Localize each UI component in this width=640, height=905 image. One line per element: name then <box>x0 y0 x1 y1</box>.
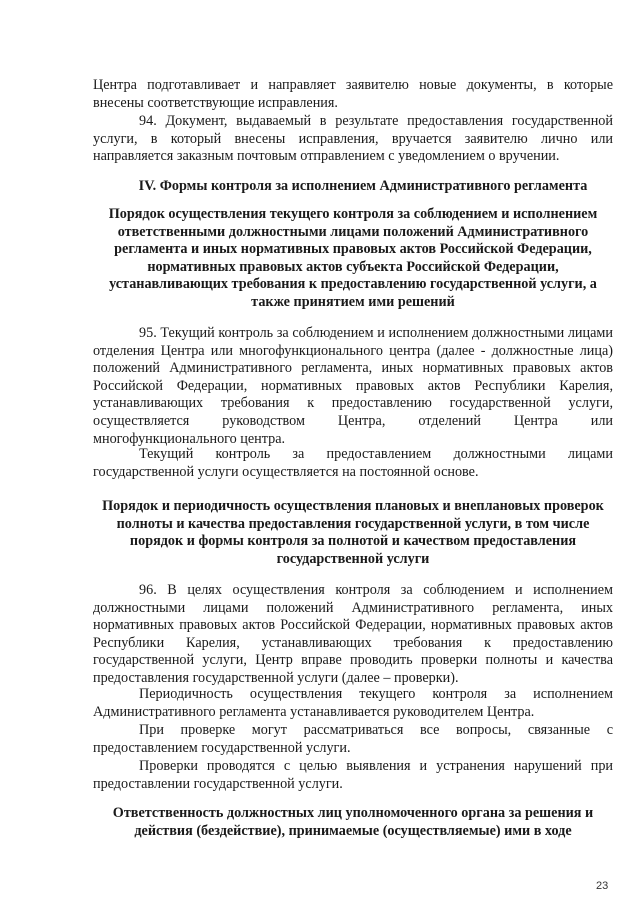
paragraph-96: 96. В целях осуществления контроля за соблюдением и исполнением должностными лицами положений Административного регламента, иных нормативных правовых актов Российской Федерации, нормативных правовых актов Республики Карелия, устанавливающих требования к предоставлению государственной услуги, Центр вправе проводить проверки полноты и качества предоставления государственной услуги (далее – проверки). <box>93 582 613 686</box>
paragraph-94: 94. Документ, выдаваемый в результате предоставления государственной услуги, в который внесены исправления, вручается заявителю лично или направляется заказным почтовым отправлением с уведомлением о вручении. <box>93 113 613 165</box>
paragraph-95: 95. Текущий контроль за соблюдением и исполнением должностными лицами отделения Центра или многофункционального центра (далее - должностные лица) положений Административного регламента, иных нормативных правовых актов Российской Федерации, нормативных правовых актов Республики Карелия, устанавливающих требования к предоставлению государственной услуги, осуществляется руководством Центра, отделений Центра или многофункционального центра. <box>93 325 613 447</box>
subheading-current-control: Порядок осуществления текущего контроля за соблюдением и исполнением ответственными должностными лицами положений Административного регламента и иных нормативных правовых актов Российской Федерации, нормативных правовых актов субъекта Российской Федерации, устанавливающих требования к предоставлению государственной услуги, а также принятием ими решений <box>108 206 598 310</box>
page-number: 23 <box>596 880 609 892</box>
paragraph-current-control-basis: Текущий контроль за предоставлением должностными лицами государственной услуги осуществляется на постоянной основе. <box>93 446 613 480</box>
subheading-responsibility: Ответственность должностных лиц уполномоченного органа за решения и действия (бездействие), принимаемые (осуществляемые) ими в ходе <box>112 805 594 839</box>
paragraph-inspection-purpose: Проверки проводятся с целью выявления и устранения нарушений при предоставлении государственной услуги. <box>93 758 613 792</box>
paragraph-periodicity: Периодичность осуществления текущего контроля за исполнением Административного регламента устанавливается руководителем Центра. <box>93 686 613 720</box>
subheading-inspections: Порядок и периодичность осуществления плановых и внеплановых проверок полноты и качества предоставления государственной услуги, в том числе порядок и формы контроля за полнотой и качеством предоставления государственной услуги <box>102 498 604 567</box>
paragraph-continuation: Центра подготавливает и направляет заявителю новые документы, в которые внесены соответствующие исправления. <box>93 77 613 111</box>
paragraph-inspection-scope: При проверке могут рассматриваться все вопросы, связанные с предоставлением государственной услуги. <box>93 722 613 756</box>
section-heading: IV. Формы контроля за исполнением Административного регламента <box>138 178 588 194</box>
